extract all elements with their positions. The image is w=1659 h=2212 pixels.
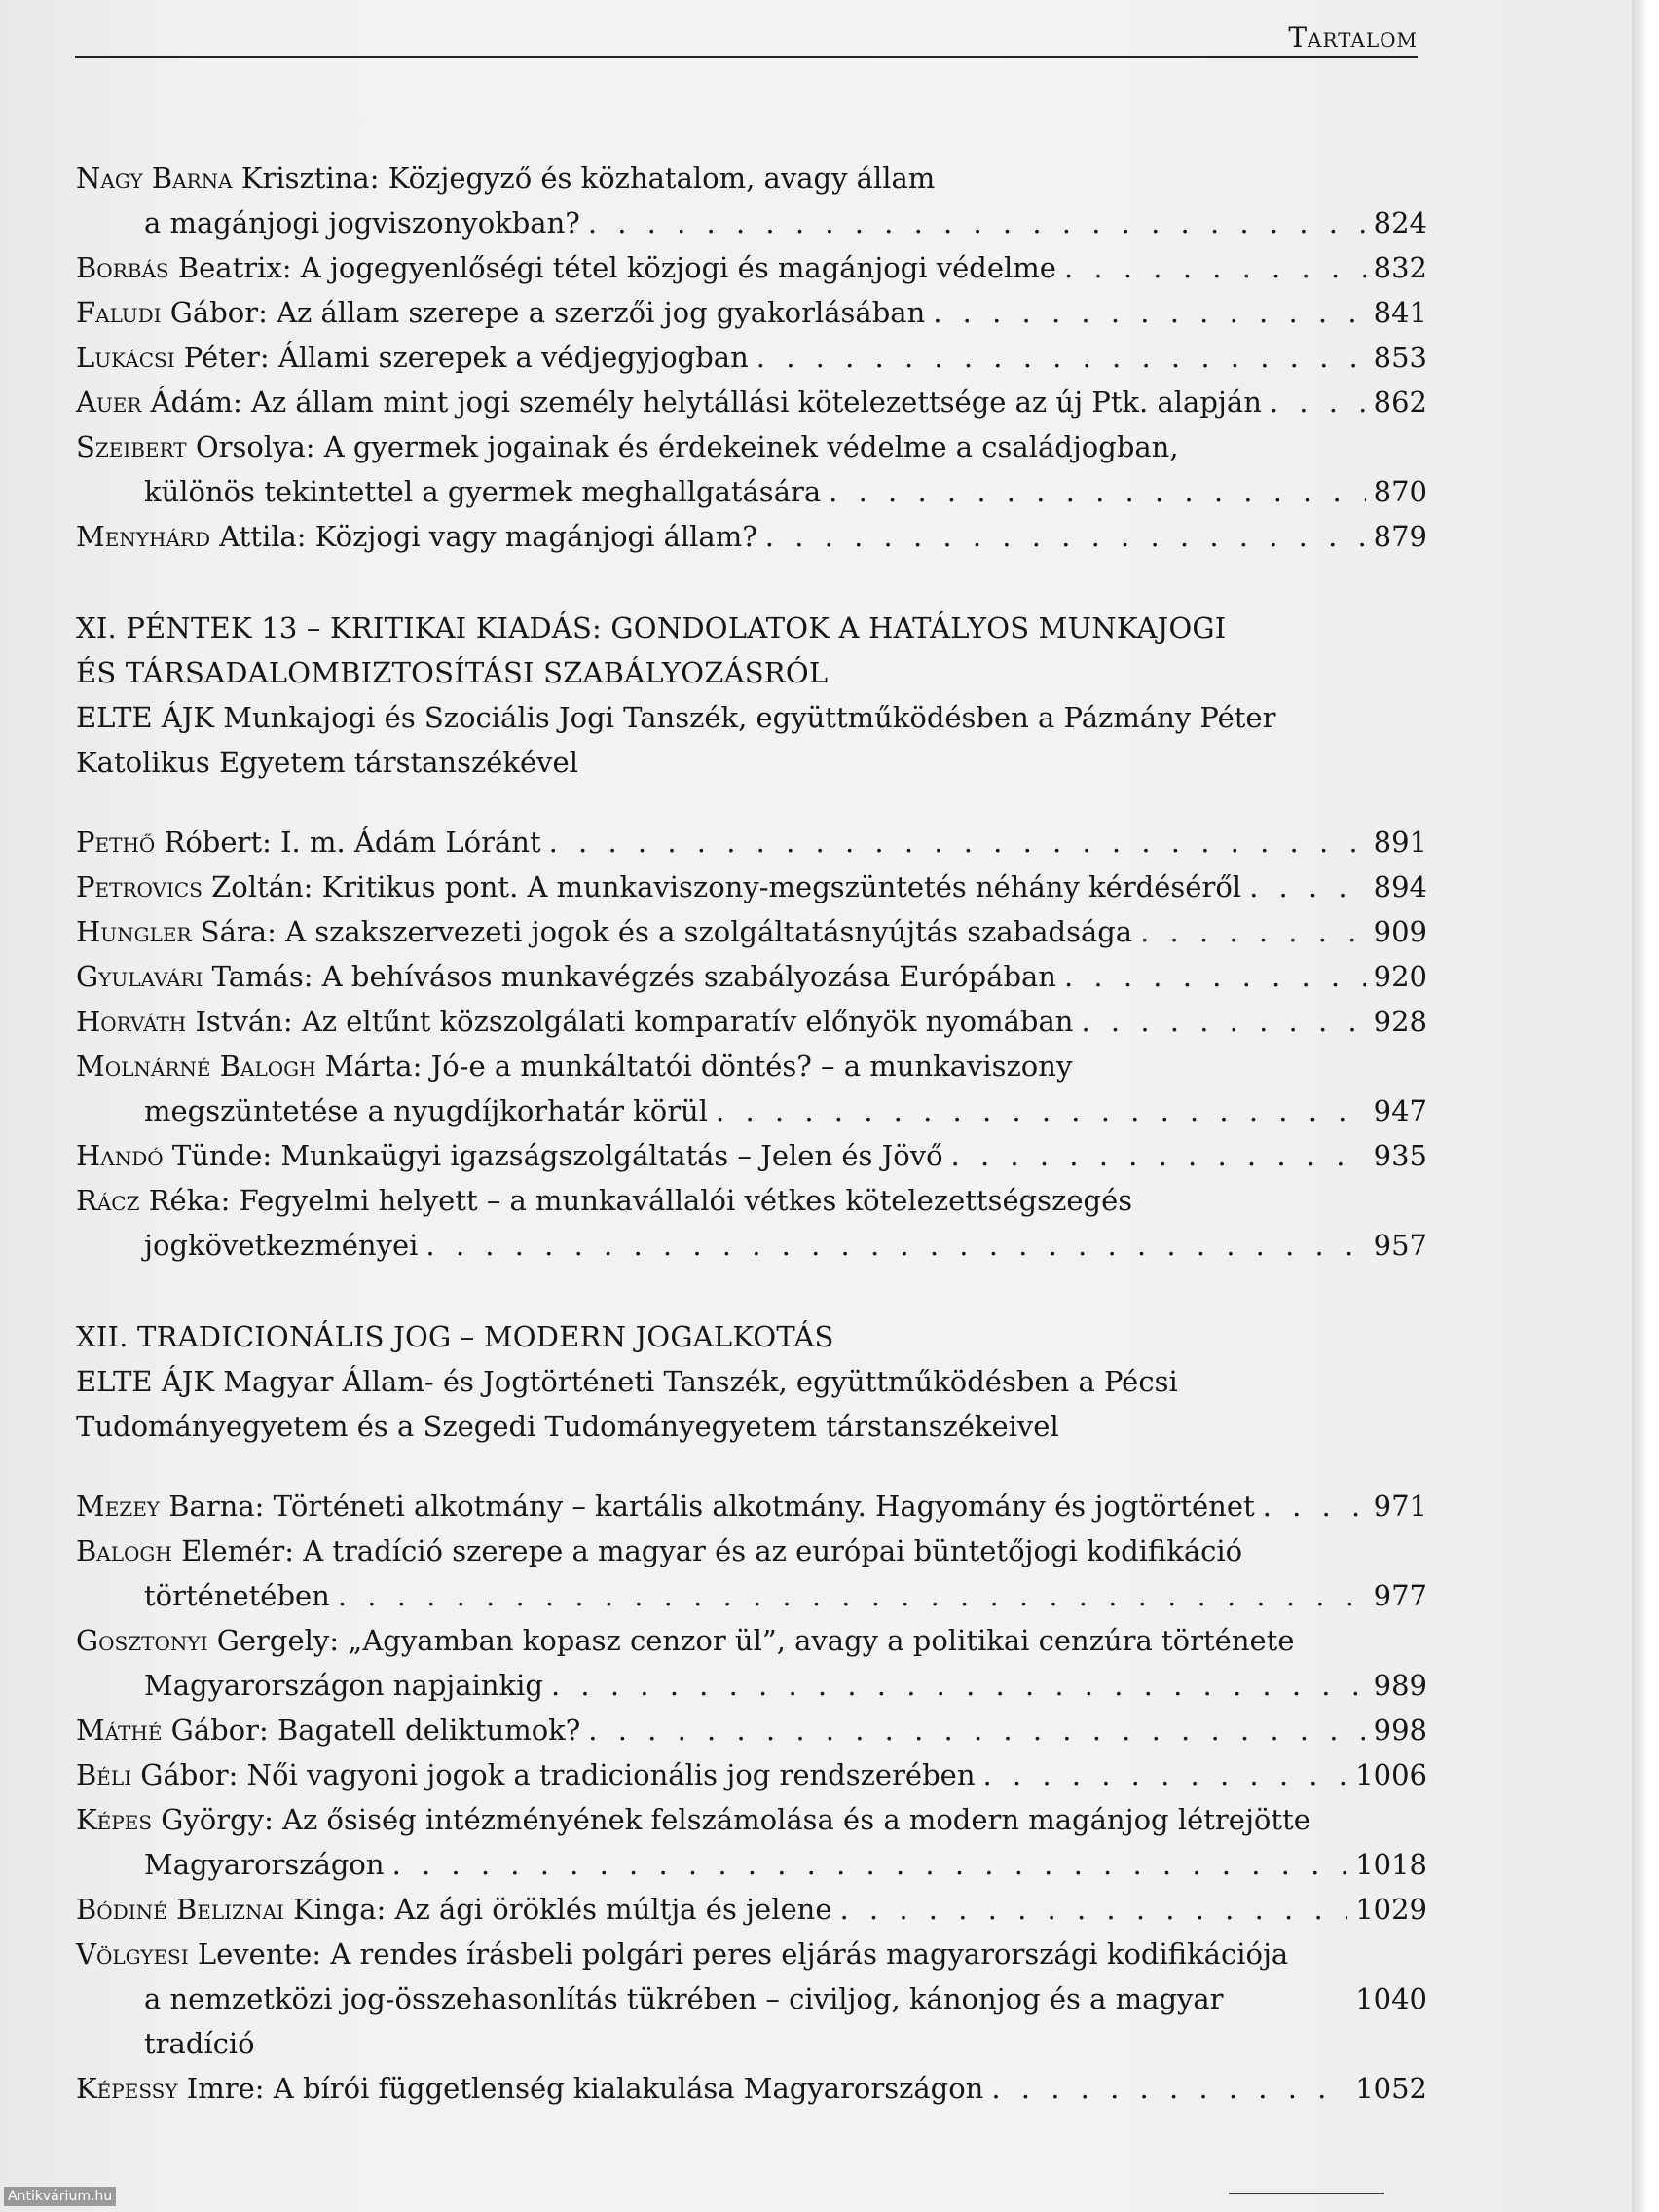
dot-leader [588,1708,1365,1752]
header-rule [75,56,1418,58]
author-given-name: Gergely [207,1624,330,1657]
toc-entry[interactable] [76,335,1427,380]
page-number: 977 [1373,1579,1427,1612]
author-given-name: Tamás [203,960,304,993]
dot-leader [338,1573,1366,1618]
toc-entry[interactable] [76,1178,1427,1268]
author-separator: : [262,826,281,859]
toc-entry[interactable] [76,290,1427,335]
author-surname: Molnárné Balogh [76,1050,316,1083]
toc-entry[interactable] [76,1133,1427,1178]
toc-entry[interactable] [76,954,1427,999]
toc-entry-text [76,514,757,559]
section-heading: XII. TRADICIONÁLIS JOG – MODERN JOGALKOTÁS [76,1320,834,1353]
toc-entry-text [144,1663,543,1708]
toc-entry-line [76,201,1427,245]
author-surname: Béli [76,1758,132,1791]
toc-entry-line [76,1797,1427,1842]
author-surname: Lukácsi [76,341,175,374]
toc-entry-text [76,1133,943,1178]
page-number: 1006 [1355,1758,1427,1791]
author-given-name: György [152,1803,265,1836]
table-of-contents [76,156,1427,2157]
entry-title: Az ági öröklés múltja és jelene [394,1893,832,1926]
entry-title: Bagatell deliktumok? [277,1714,581,1747]
toc-entry-text [144,469,821,514]
page-number: 824 [1373,206,1427,240]
entry-title: A szakszervezeti jogok és a szolgáltatásnyújtás szabadsága [285,915,1133,948]
section-heading: XI. PÉNTEK 13 – KRITIKAI KIADÁS: GONDOLATOK A HATÁLYOS MUNKAJOGI [76,611,1227,645]
toc-entry-line [76,1887,1427,1932]
toc-entry-text [76,1797,1310,1842]
author-given-name: Sára [191,915,268,948]
dot-leader [951,1133,1366,1178]
entry-title: megszüntetése a nyugdíjkorhatár körül [144,1094,709,1127]
toc-entry-text [144,1976,1340,2066]
author-surname: Bódiné Beliznai [76,1893,284,1926]
author-separator: : [282,1005,302,1038]
dot-leader [716,1088,1366,1133]
toc-entry[interactable] [76,1797,1427,1887]
entry-title: Magyarországon napjainkig [144,1669,543,1702]
toc-entry[interactable] [76,1932,1427,2066]
author-separator: : [329,1624,349,1657]
page-number: 1029 [1355,1893,1427,1926]
author-given-name: Tünde [163,1139,263,1172]
author-separator: : [228,1758,247,1791]
author-surname: Borbás [76,251,169,284]
toc-entry[interactable] [76,1708,1427,1752]
entry-title: jogkövetkezményei [144,1229,419,1262]
toc-entry-line [76,1223,1427,1268]
author-separator: : [281,251,301,284]
toc-entry-line [76,245,1427,290]
toc-entry-line [76,1752,1427,1797]
toc-entry[interactable] [76,1887,1427,1932]
entry-title: Fegyelmi helyett – a munkavállalói vétkes kötelezettségszegés [239,1184,1133,1217]
toc-entry-line [76,2066,1427,2111]
author-separator: : [254,2072,274,2105]
section-subheading-line: Katolikus Egyetem társtanszékével [76,746,578,779]
author-given-name: Péter [174,341,260,374]
toc-entry-text [144,1223,418,1268]
toc-entry-line [76,1133,1427,1178]
toc-entry-text [76,424,1179,469]
toc-entry-text [76,156,935,201]
dot-leader [1140,909,1366,954]
page-number: 957 [1373,1229,1427,1262]
toc-entry[interactable] [76,909,1427,954]
page-number: 971 [1373,1490,1427,1523]
author-given-name: Levente [188,1937,313,1971]
author-separator: : [303,960,322,993]
author-given-name: Gábor [131,1758,229,1791]
toc-entry-line [76,909,1427,954]
author-given-name: Barna [160,1490,255,1523]
toc-entry-text [76,1708,580,1752]
author-surname: Hungler [76,915,192,948]
entry-title: Közjegyző és közhatalom, avagy állam [387,162,936,195]
author-surname: Pethő [76,826,156,859]
toc-entry-text [76,909,1132,954]
page-number: 920 [1373,960,1427,993]
dot-leader [425,1223,1365,1268]
author-separator: : [262,1139,281,1172]
entry-title: Magyarországon [144,1848,385,1881]
toc-entry[interactable] [76,999,1427,1044]
entry-title: A behívásos munkavégzés szabályozása Európában [321,960,1056,993]
dot-leader [549,820,1366,865]
author-given-name: Imre [177,2072,255,2105]
toc-entry[interactable] [76,245,1427,290]
entry-title: történetében [144,1579,330,1612]
toc-entry[interactable] [76,1752,1427,1797]
author-given-name: Orsolya [186,430,306,463]
section-subheading-line: Tudományegyetem és a Szegedi Tudományegyetem társtanszékeivel [76,1410,1059,1443]
author-given-name: Gábor [161,296,259,329]
toc-entry-line [76,290,1427,335]
toc-entry-text [76,290,925,335]
author-separator: : [296,520,315,553]
toc-entry-line [76,1178,1427,1223]
entry-title: Női vagyoni jogok a tradicionális jog rendszerében [246,1758,976,1791]
page-number: 998 [1373,1714,1427,1747]
dot-leader [829,469,1366,514]
toc-entry-line [76,1573,1427,1618]
section-subheading [76,695,1427,785]
author-surname: Szeibert [76,430,187,463]
toc-entry-text [144,1573,330,1618]
entry-title: Kritikus pont. A munkaviszony-megszüntetés néhány kérdéséről [321,870,1242,903]
entry-title: A gyermek jogainak és érdekeinek védelme a családjogban, [323,430,1179,463]
dot-leader [983,1752,1348,1797]
entry-title: A rendes írásbeli polgári peres eljárás magyarországi kodifikációja [330,1937,1289,1971]
author-separator: : [376,1893,395,1926]
toc-entry[interactable] [76,865,1427,909]
toc-entry[interactable] [76,380,1427,424]
toc-entry-line [76,380,1427,424]
dot-leader [839,1887,1347,1932]
toc-entry-line [76,1976,1427,2066]
author-given-name: Gábor [162,1714,259,1747]
entry-title: Az állam mint jogi személy helytállási kötelezettsége az új Ptk. alapján [250,386,1262,419]
entry-title: Munkaügyi igazságszolgáltatás – Jelen és Jövő [280,1139,943,1172]
author-surname: Auer [76,386,142,419]
watermark: Antikvárium.hu [4,2187,116,2206]
author-separator: : [259,341,278,374]
author-surname: Völgyesi [76,1937,189,1971]
author-surname: Gyulavári [76,960,203,993]
author-given-name: Zoltán [202,870,304,903]
toc-entry-line [76,1088,1427,1133]
page-number: 1040 [1355,1982,1427,2015]
section-subheading [76,1359,1427,1449]
toc-entry-text [76,820,541,865]
author-surname: Petrovics [76,870,203,903]
page-number: 935 [1373,1139,1427,1172]
toc-entry-line [76,156,1427,201]
author-surname: Handó [76,1139,164,1172]
dot-leader [991,2066,1347,2111]
page-number: 894 [1373,870,1427,903]
toc-entry-text [76,954,1056,999]
entry-title: Az eltűnt közszolgálati komparatív előnyök nyomában [301,1005,1074,1038]
author-given-name: Ádám [141,386,233,419]
toc-entry-text [76,1887,831,1932]
toc-entry[interactable] [76,156,1427,245]
page-edge [1632,0,1659,2212]
dot-leader [1249,865,1366,909]
toc-entry[interactable] [76,820,1427,865]
toc-entry[interactable] [76,424,1427,514]
dot-leader [1081,999,1365,1044]
author-separator: : [254,1490,274,1523]
toc-entry-text [76,1529,1242,1573]
toc-entry-line [76,335,1427,380]
entry-title: Az állam szerepe a szerzői jog gyakorlásában [276,296,926,329]
author-surname: Gosztonyi [76,1624,208,1657]
author-separator: : [259,1714,277,1747]
toc-entry-line [76,1663,1427,1708]
toc-entry[interactable] [76,514,1427,559]
toc-entry-text [144,1088,708,1133]
entry-title: Az ősiség intézményének felszámolása és a modern magánjog létrejötte [282,1803,1310,1836]
page-number: 891 [1373,826,1427,859]
author-surname: Máthé [76,1714,163,1747]
author-surname: Nagy Barna [76,162,233,195]
dot-leader [1064,954,1366,999]
author-separator: : [264,1803,283,1836]
toc-entry[interactable] [76,2066,1427,2111]
author-given-name: Róbert [155,826,263,859]
dot-leader [933,290,1365,335]
author-separator: : [412,1050,431,1083]
section-heading: ÉS TÁRSADALOMBIZTOSÍTÁSI SZABÁLYOZÁSRÓL [76,656,829,689]
toc-entry-text [144,1842,385,1887]
page-number: 928 [1373,1005,1427,1038]
dot-leader [551,1663,1366,1708]
toc-entry-line [76,999,1427,1044]
toc-entry-text [76,1044,1072,1088]
page-number: 909 [1373,915,1427,948]
author-separator: : [232,386,251,419]
dot-leader [1263,1484,1366,1529]
dot-leader [588,201,1366,245]
toc-entry[interactable] [76,1044,1427,1133]
author-separator: : [303,870,322,903]
toc-entry-line [76,1618,1427,1663]
page-number: 870 [1373,475,1427,508]
entry-title: a magánjogi jogviszonyokban? [144,206,580,240]
author-surname: Képes [76,1803,153,1836]
author-surname: Rácz [76,1184,140,1217]
entry-title: A bírói függetlenség kialakulása Magyarországon [273,2072,984,2105]
author-given-name: Elemér [171,1534,285,1567]
dot-leader [756,335,1366,380]
toc-entry-line [76,1842,1427,1887]
toc-entry[interactable] [76,1484,1427,1529]
toc-entry-line [76,1932,1427,1976]
toc-entry-text [76,999,1073,1044]
page-number: 1052 [1355,2072,1427,2105]
toc-entry-text [76,1932,1288,1976]
author-given-name: Kinga [283,1893,377,1926]
toc-entry-line [76,1484,1427,1529]
author-surname: Mezey [76,1490,160,1523]
author-separator: : [369,162,388,195]
toc-section [76,156,1427,559]
page-number: 947 [1373,1094,1427,1127]
author-separator: : [220,1184,240,1217]
author-separator: : [305,430,324,463]
author-given-name: Attila [209,520,297,553]
page-number: 1018 [1355,1848,1427,1881]
page-number: 879 [1373,520,1427,553]
toc-entry-text [76,380,1262,424]
toc-entry-text [76,1752,976,1797]
toc-entry-line [76,820,1427,865]
entry-title: Történeti alkotmány – kartális alkotmány. Hagyomány és jogtörténet [273,1490,1255,1523]
page-number: 862 [1373,386,1427,419]
toc-entry-text [76,1484,1255,1529]
page-number: 832 [1373,251,1427,284]
page-number: 989 [1373,1669,1427,1702]
author-separator: : [312,1937,331,1971]
author-surname: Faludi [76,296,162,329]
author-surname: Menyhárd [76,520,210,553]
toc-entry[interactable] [76,1618,1427,1708]
entry-title: I. m. Ádám Lóránt [280,826,541,859]
author-surname: Képessy [76,2072,178,2105]
section-subheading-line: ELTE ÁJK Munkajogi és Szociális Jogi Tanszék, együttműködésben a Pázmány Péter [76,701,1276,734]
toc-section [76,606,1427,1268]
author-surname: Balogh [76,1534,172,1567]
author-separator: : [267,915,286,948]
toc-entry-text [76,865,1241,909]
entry-title: különös tekintettel a gyermek meghallgatására [144,475,822,508]
entry-title: A jogegyenlőségi tétel közjogi és magánjogi védelme [300,251,1056,284]
section-subheading-line: ELTE ÁJK Magyar Állam- és Jogtörténeti Tanszék, együttműködésben a Pécsi [76,1365,1178,1398]
toc-entry-line [76,1044,1427,1088]
toc-entry-line [76,865,1427,909]
toc-entry-text [76,335,749,380]
author-surname: Horváth [76,1005,187,1038]
author-given-name: Beatrix [168,251,282,284]
entry-title: „Agyamban kopasz cenzor ül”, avagy a politikai cenzúra története [348,1624,1295,1657]
author-separator: : [258,296,277,329]
toc-entry-line [76,469,1427,514]
author-given-name: Márta [315,1050,413,1083]
toc-entry-line [76,424,1427,469]
toc-entry-line [76,1708,1427,1752]
toc-entry-line [76,1529,1427,1573]
author-separator: : [284,1534,304,1567]
running-head: Tartalom [1288,21,1418,54]
author-given-name: Réka [139,1184,221,1217]
author-given-name: István [186,1005,283,1038]
toc-section [76,1314,1427,2111]
entry-title: Jó-e a munkáltatói döntés? – a munkaviszony [430,1050,1073,1083]
dot-leader [392,1842,1348,1887]
toc-entry-text [76,2066,983,2111]
toc-entry-text [76,1178,1132,1223]
dot-leader [1064,245,1366,290]
dot-leader [765,514,1366,559]
page-number: 841 [1373,296,1427,329]
toc-entry-line [76,514,1427,559]
entry-title: a nemzetközi jog-összehasonlítás tükrében – civiljog, kánonjog és a magyar tradíció [144,1982,1224,2060]
toc-entry-line [76,954,1427,999]
toc-entry[interactable] [76,1529,1427,1618]
toc-entry-text [76,245,1056,290]
footer-rule [1229,2193,1384,2194]
author-given-name: Krisztina [232,162,370,195]
toc-entry-text [144,201,580,245]
entry-title: Állami szerepek a védjegyjogban [277,341,749,374]
entry-title: Közjogi vagy magánjogi állam? [314,520,757,553]
page-number: 853 [1373,341,1427,374]
toc-entry-text [76,1618,1294,1663]
dot-leader [1270,380,1366,424]
entry-title: A tradíció szerepe a magyar és az európai büntetőjogi kodifikáció [303,1534,1243,1567]
